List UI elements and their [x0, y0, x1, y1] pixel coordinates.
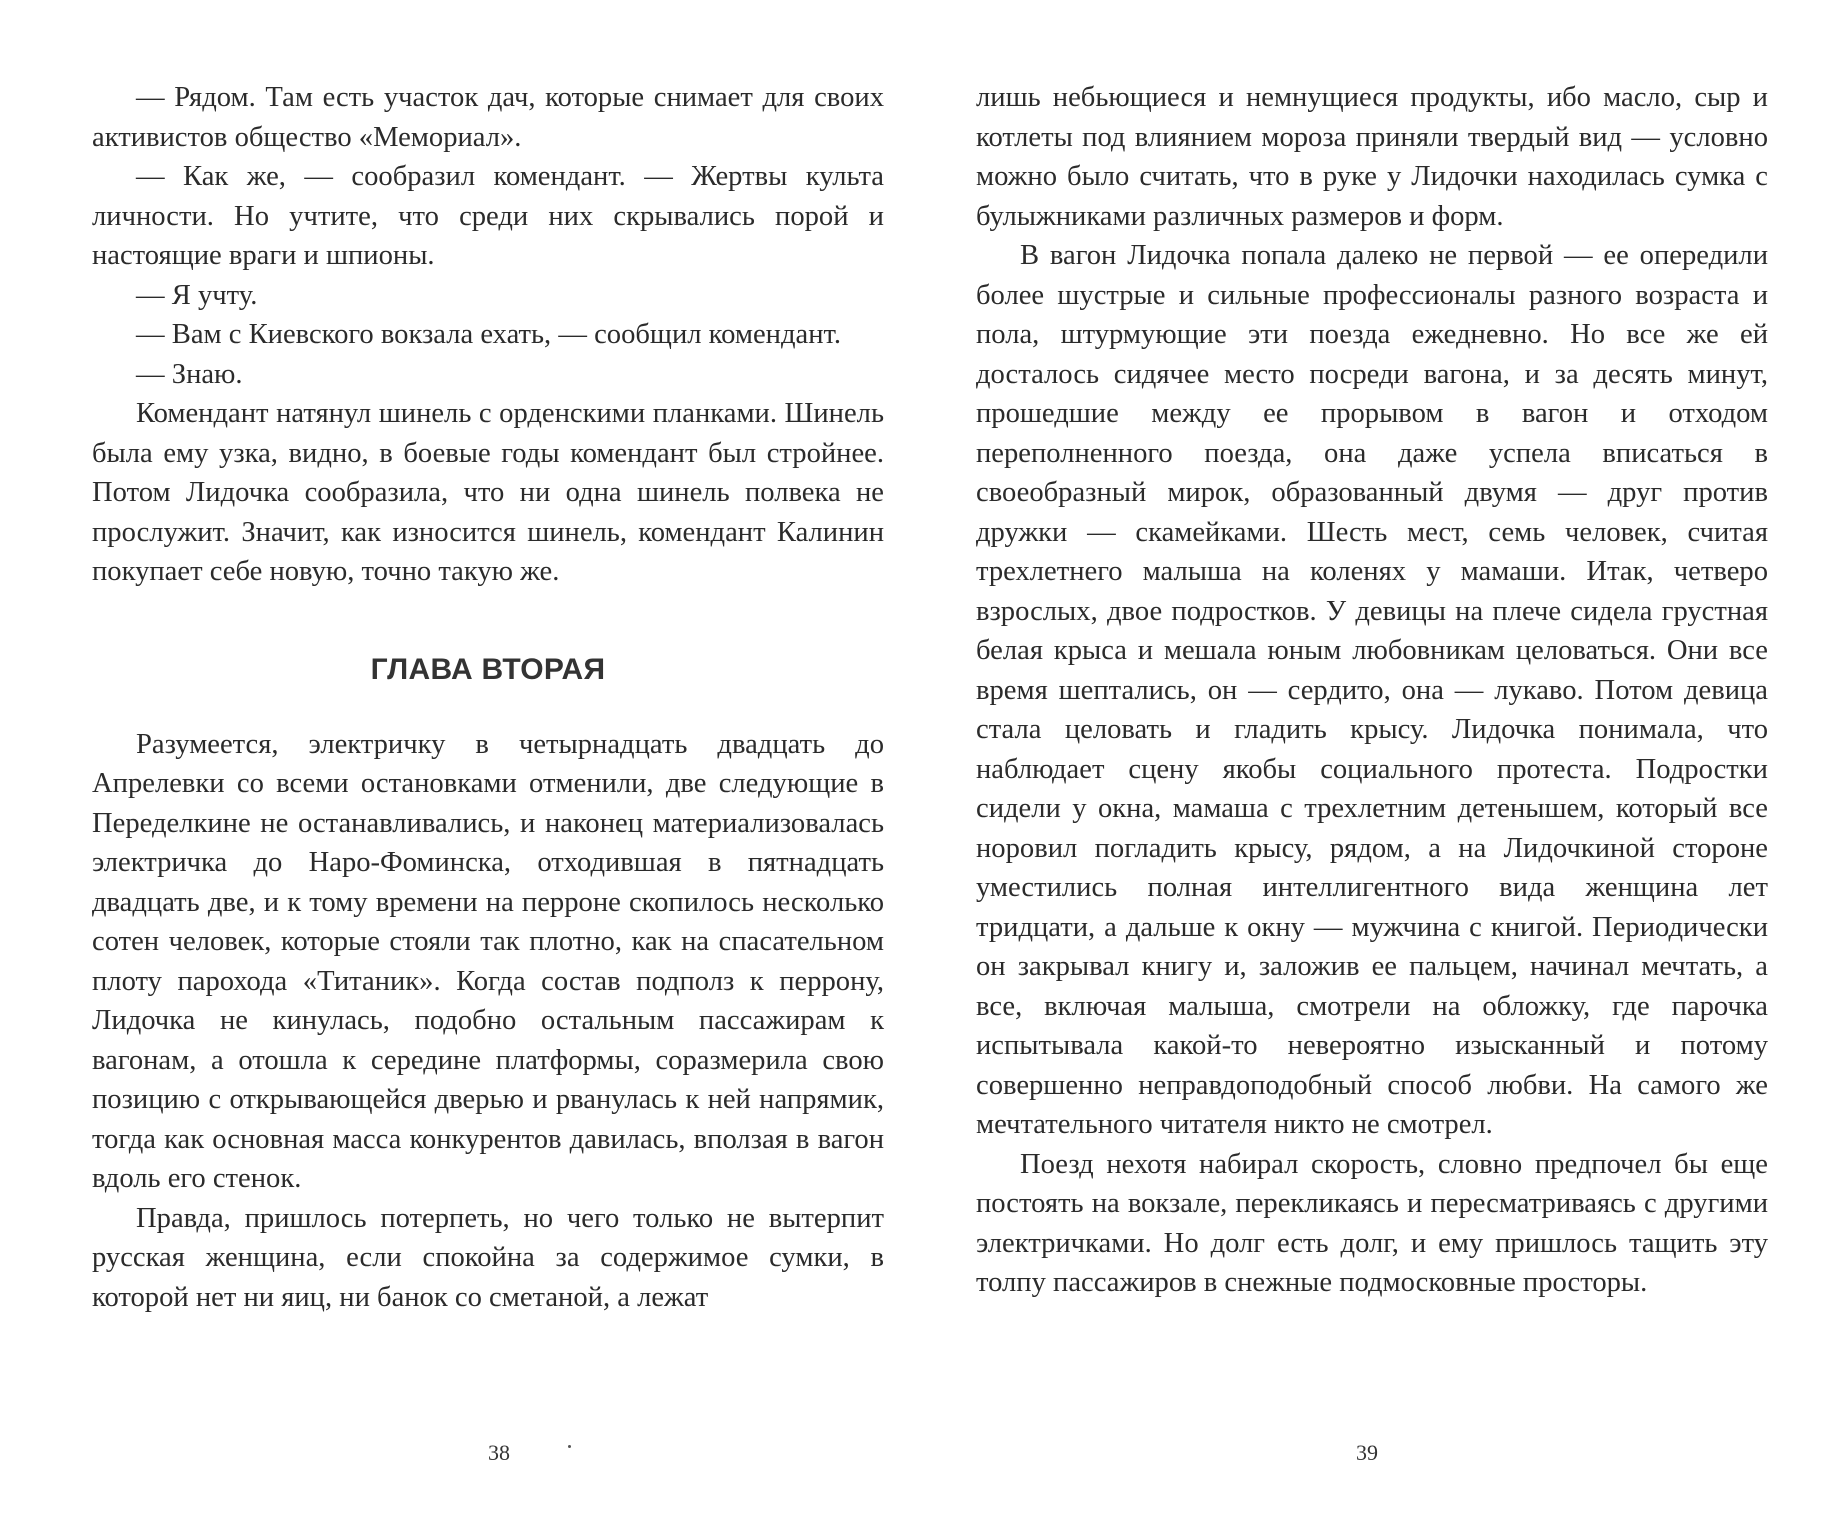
right-page — [976, 78, 1768, 1303]
left-paragraph-7: Разумеется, электричку в четырнадцать двадцать до Апрелевки со всеми остановками отменили, две следующие в Переделкине не останавливались, и наконец материализовалась электричка до Наро-Фоминска, отходившая в пятнадцать двадцать две, и к тому времени на перроне скопилось несколько сотен человек, которые стояли так плотно, как на спасательном плоту парохода «Титаник». Когда состав подполз к перрону, Лидочка не кинулась, подобно остальным пассажирам к вагонам, а отошла к середине платформы, соразмерила свою позицию с открывающейся дверью и рванулась к ней напрямик, тогда как основная масса конкурентов давилась, вползая в вагон вдоль его стенок. — [92, 728, 884, 1194]
page-number-left: 38 — [488, 1440, 510, 1465]
left-page — [92, 78, 884, 1317]
left-paragraph-3: — Я учту. — [136, 279, 258, 311]
right-paragraph-3: Поезд нехотя набирал скорость, словно предпочел бы еще постоять на вокзале, перекликаясь и пересматриваясь с другими электричками. Но долг есть долг, и ему пришлось тащить эту толпу пассажиров в снежные подмосковные просторы. — [976, 1148, 1768, 1298]
chapter-title: ГЛАВА ВТОРАЯ — [370, 652, 606, 686]
left-paragraph-2: — Как же, — сообразил комендант. — Жертвы культа личности. Но учтите, что среди них скрывались порой и настоящие враги и шпионы. — [92, 161, 884, 271]
left-paragraph-1: — Рядом. Там есть участок дач, которые снимает для своих активистов общество «Мемориал». — [92, 82, 884, 153]
page-number-right: 39 — [1356, 1440, 1378, 1465]
left-paragraph-6: Комендант натянул шинель с орденскими планками. Шинель была ему узка, видно, в боевые годы комендант был стройнее. Потом Лидочка сообразила, что ни одна шинель полвека не прослужит. Значит, как износится шинель, комендант Калинин покупает себе новую, точно такую же. — [92, 398, 884, 587]
left-paragraph-8: Правда, пришлось потерпеть, но чего только не вытерпит русская женщина, если спокойна за содержимое сумки, в которой нет ни яиц, ни банок со сметаной, а лежат — [92, 1202, 884, 1313]
left-paragraph-4: — Вам с Киевского вокзала ехать, — сообщил комендант. — [136, 319, 841, 350]
right-paragraph-1: лишь небьющиеся и немнущиеся продукты, ибо масло, сыр и котлеты под влиянием мороза приняли твердый вид — условно можно было считать, что в руке у Лидочки находилась сумка с булыжниками различных размеров и форм. — [976, 82, 1768, 232]
right-paragraph-2: В вагон Лидочка попала далеко не первой — ее опередили более шустрые и сильные профессионалы разного возраста и пола, штурмующие эти поезда ежедневно. Но все же ей досталось сидячее место посреди вагона, и за десять минут, прошедшие между ее прорывом в вагон и отходом переполненного поезда, она даже успела вписаться в своеобразный мирок, образованный двумя — друг против дружки — скамейками. Шесть мест, семь человек, считая трехлетнего малыша на коленях у мамаши. Итак, четверо взрослых, двое подростков. У девицы на плече сидела грустная белая крыса и мешала юным любовникам целоваться. Они все время шептались, он — сердито, она — лукаво. Потом девица стала целовать и гладить крысу. Лидочка понимала, что наблюдает сцену якобы социального протеста. Подростки сидели у окна, мамаша с трехлетним детенышем, который все норовил погладить крысу, рядом, а на Лидочкиной стороне уместились полная интеллигентного вида женщина лет тридцати, а дальше к окну — мужчина с книгой. Периодически он закрывал книгу и, заложив ее пальцем, начинал мечтать, а все, включая малыша, смотрели на обложку, где парочка испытывала какой-то невероятно изысканный и потому совершенно неправдоподобный способ любви. На самого же мечтательного читателя никто не смотрел. — [976, 240, 1768, 1140]
left-paragraph-5: — Знаю. — [136, 358, 243, 390]
print-speck — [568, 1445, 571, 1448]
